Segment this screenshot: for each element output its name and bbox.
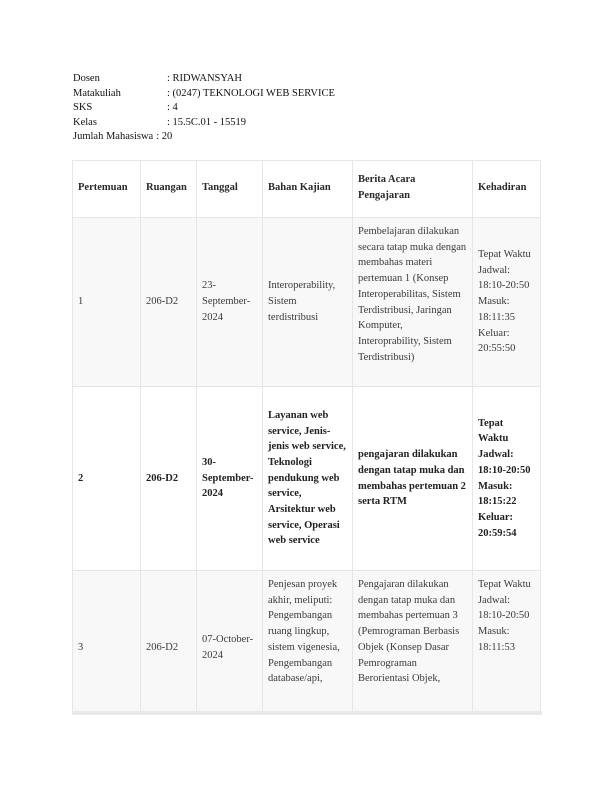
cell-pertemuan: 3 xyxy=(73,571,141,716)
cell-bahan-kajian: Penjesan proyek akhir, meliputi: Pengembangan ruang lingkup, sistem vigenesia, Pengembangan database/api, xyxy=(263,571,353,716)
info-jumlah xyxy=(73,130,335,145)
attendance-table-container xyxy=(72,160,542,715)
info-matakuliah xyxy=(73,87,335,102)
cell-kehadiran: Tepat Waktu Jadwal: 18:10-20:50 Masuk: 18:15:22 Keluar: 20:59:54 xyxy=(473,387,541,571)
header-berita-acara: Berita Acara Pengajaran xyxy=(353,161,473,218)
header-pertemuan: Pertemuan xyxy=(73,161,141,218)
cell-tanggal: 07-October-2024 xyxy=(197,571,263,716)
cell-ruangan: 206-D2 xyxy=(141,387,197,571)
info-value: : 20 xyxy=(156,131,173,142)
cell-berita-acara: Pembelajaran dilakukan secara tatap muka dengan membahas materi pertemuan 1 (Konsep Interoperabilitas, Sistem Terdistribusi, Jaringan Komputer, Interoprability, Sistem Terdistribusi) xyxy=(353,218,473,387)
cell-kehadiran: Tepat Waktu Jadwal: 18:10-20:50 Masuk: 18:11:35 Keluar: 20:55:50 xyxy=(473,218,541,387)
info-label: SKS xyxy=(73,102,93,113)
cell-ruangan: 206-D2 xyxy=(141,571,197,716)
header-ruangan: Ruangan xyxy=(141,161,197,218)
cell-berita-acara: Pengajaran dilakukan dengan tatap muka dan membahas pertemuan 3 (Pemrograman Berbasis Objek (Konsep Dasar Pemrograman Berorientasi Objek, xyxy=(353,571,473,716)
header-kehadiran: Kehadiran xyxy=(473,161,541,218)
info-label: Jumlah Mahasiswa xyxy=(73,131,154,142)
cell-berita-acara: pengajaran dilakukan dengan tatap muka dan membahas pertemuan 2 serta RTM xyxy=(353,387,473,571)
info-value: : RIDWANSYAH xyxy=(167,73,242,84)
cell-bahan-kajian: Interoperability, Sistem terdistribusi xyxy=(263,218,353,387)
info-value: : (0247) TEKNOLOGI WEB SERVICE xyxy=(167,87,335,99)
course-info xyxy=(73,72,335,145)
header-tanggal: Tanggal xyxy=(197,161,263,218)
cell-pertemuan: 2 xyxy=(73,387,141,571)
table-bottom-edge xyxy=(72,711,542,715)
table-header-row xyxy=(73,161,541,218)
info-value: : 15.5C.01 - 15519 xyxy=(167,116,247,128)
header-bahan-kajian: Bahan Kajian xyxy=(263,161,353,218)
table-row xyxy=(73,218,541,387)
info-kelas xyxy=(73,116,335,131)
cell-pertemuan: 1 xyxy=(73,218,141,387)
info-label: Matakuliah xyxy=(73,87,121,99)
info-value: : 4 xyxy=(167,102,178,113)
table-row xyxy=(73,571,541,716)
cell-ruangan: 206-D2 xyxy=(141,218,197,387)
info-dosen xyxy=(73,72,335,87)
info-sks xyxy=(73,101,335,116)
info-label: Kelas xyxy=(73,116,97,128)
table-row xyxy=(73,387,541,571)
info-label: Dosen xyxy=(73,73,100,84)
attendance-table xyxy=(72,160,541,715)
cell-tanggal: 23-September-2024 xyxy=(197,218,263,387)
cell-kehadiran: Tepat Waktu Jadwal: 18:10-20:50 Masuk: 18:11:53 xyxy=(473,571,541,716)
cell-tanggal: 30-September-2024 xyxy=(197,387,263,571)
cell-bahan-kajian: Layanan web service, Jenis-jenis web service, Teknologi pendukung web service, Arsitektur web service, Operasi web service xyxy=(263,387,353,571)
